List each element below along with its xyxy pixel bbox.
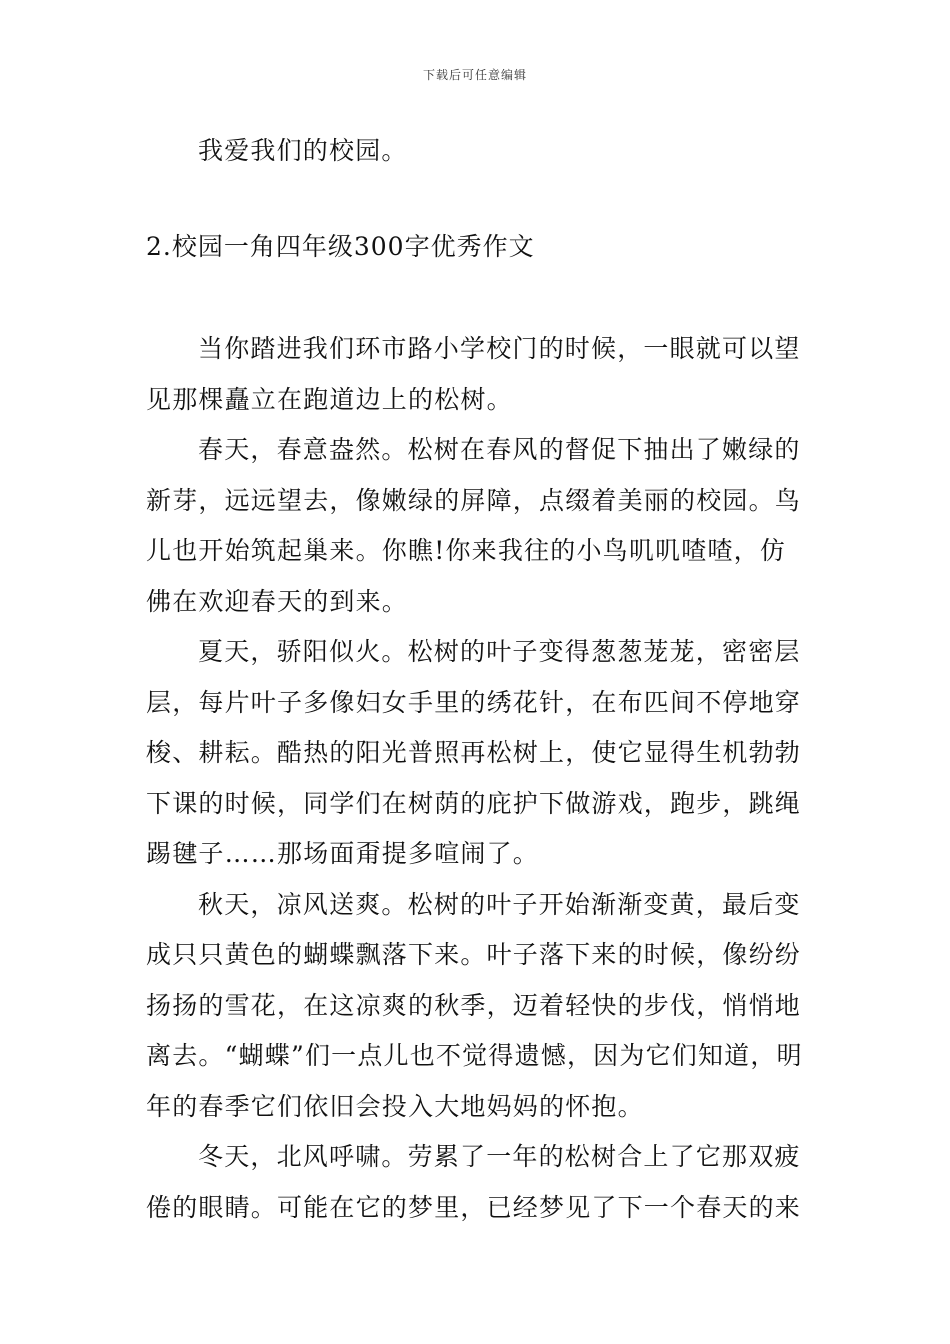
paragraph-spring: 春天，春意盎然。松树在春风的督促下抽出了嫩绿的新芽，远远望去，像嫩绿的屏障，点缀着美丽的校园。鸟儿也开始筑起巢来。你瞧!你来我往的小鸟叽叽喳喳，仿佛在欢迎春天的到来。 xyxy=(146,435,802,616)
paragraph-autumn: 秋天，凉风送爽。松树的叶子开始渐渐变黄，最后变成只只黄色的蝴蝶飘落下来。叶子落下来的时候，像纷纷扬扬的雪花，在这凉爽的秋季，迈着轻快的步伐，悄悄地离去。“蝴蝶”们一点儿也不觉得遗憾，因为它们知道，明年的春季它们依旧会投入大地妈妈的怀抱。 xyxy=(146,889,803,1121)
intro-closing-line: 我爱我们的校园。 xyxy=(198,136,408,165)
header-note: 下载后可任意编辑 xyxy=(422,68,527,82)
section-title: 2.校园一角四年级300字优秀作文 xyxy=(146,232,535,261)
paragraph-summer: 夏天，骄阳似火。松树的叶子变得葱葱茏茏，密密层层，每片叶子多像妇女手里的绣花针，在布匹间不停地穿梭、耕耘。酷热的阳光普照再松树上，使它显得生机勃勃下课的时候，同学们在树荫的庇护下做游戏，跑步，跳绳踢毽子……那场面甭提多喧闹了。 xyxy=(146,637,802,868)
paragraph-winter: 冬天，北风呼啸。劳累了一年的松树合上了它那双疲倦的眼睛。可能在它的梦里，已经梦见了下一个春天的来 xyxy=(146,1142,802,1222)
essay-body xyxy=(146,324,808,1233)
paragraph-intro: 当你踏进我们环市路小学校门的时候，一眼就可以望见那棵矗立在跑道边上的松树。 xyxy=(146,334,801,414)
